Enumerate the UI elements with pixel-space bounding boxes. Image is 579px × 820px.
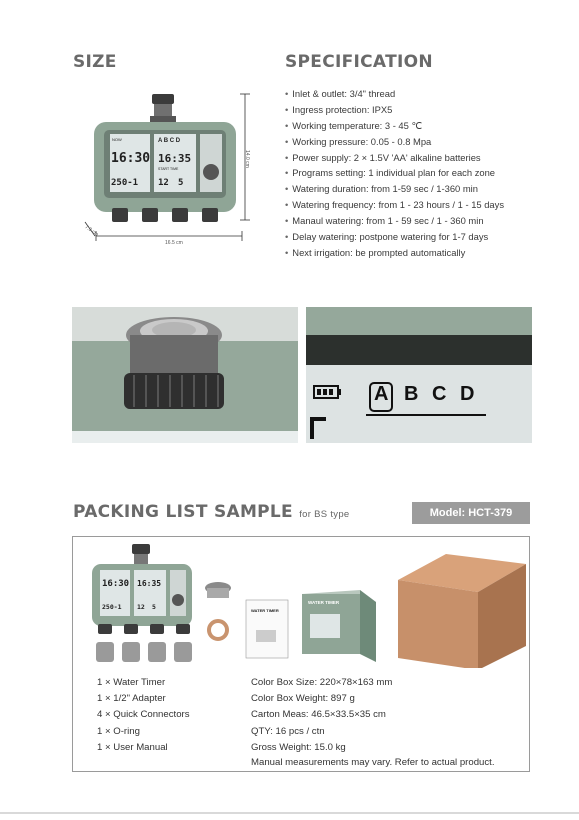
lcd-letter-d: D xyxy=(460,383,475,405)
spec-item: • Programs setting: 1 individual plan for each zone xyxy=(285,165,504,181)
lcd-date: 12 xyxy=(158,178,169,188)
lcd-time-right: 16:35 xyxy=(158,152,192,165)
packing-item: 1 × 1/2" Adapter xyxy=(97,693,166,705)
inlet-closeup-photo xyxy=(72,307,298,443)
dimension-depth: 7.3 cm xyxy=(83,224,100,238)
disclaimer-note: Manual measurements may vary. Refer to actual product. xyxy=(251,757,495,768)
packing-title-text: PACKING LIST SAMPLE xyxy=(73,502,293,522)
spec-item: • Working pressure: 0.05 - 0.8 Mpa xyxy=(285,134,504,150)
packing-items-list xyxy=(97,675,190,756)
lcd-duration: 250-1 xyxy=(111,178,139,188)
packing-item: 1 × Water Timer xyxy=(97,677,166,688)
lcd-letter-a: A xyxy=(374,383,389,405)
pack-lcd-duration: 250-1 xyxy=(102,603,122,611)
color-box-title: WATER TIMER xyxy=(308,600,340,605)
model-badge: Model: HCT-379 xyxy=(412,502,530,524)
packing-spec: Color Box Size: 220×78×163 mm xyxy=(251,677,393,688)
program-letters: A B C D xyxy=(158,138,181,144)
packing-item: 1 × O-ring xyxy=(97,725,140,737)
pack-lcd-time-right: 16:35 xyxy=(137,579,162,588)
packing-item: 4 × Quick Connectors xyxy=(97,709,190,721)
packing-specs-list xyxy=(251,675,392,756)
packing-spec: Color Box Weight: 897 g xyxy=(251,693,355,705)
packing-item: 1 × User Manual xyxy=(97,741,168,753)
packing-title xyxy=(73,502,349,522)
packing-spec: Carton Meas: 46.5×33.5×35 cm xyxy=(251,709,386,721)
packing-subtitle: for BS type xyxy=(299,509,350,520)
spec-item: • Next irrigation: be prompted automatically xyxy=(285,245,504,261)
pack-lcd-min: 5 xyxy=(152,603,156,611)
spec-item: • Watering frequency: from 1 - 23 hours / 1 - 15 days xyxy=(285,197,504,213)
lcd-letter-c: C xyxy=(432,383,447,405)
spec-item: • Delay watering: postpone watering for 1-7 days xyxy=(285,229,504,245)
lcd-min: 5 xyxy=(178,178,184,188)
spec-item: • Power supply: 2 × 1.5V 'AA' alkaline batteries xyxy=(285,150,504,166)
packing-illustrations xyxy=(86,540,526,668)
packing-spec: QTY: 16 pcs / ctn xyxy=(251,725,325,737)
device-size-illustration xyxy=(82,86,262,246)
spec-item: • Manaul watering: from 1 - 59 sec / 1 - 360 min xyxy=(285,213,504,229)
pack-lcd-time-left: 16:30 xyxy=(102,579,130,589)
spec-item: • Working temperature: 3 - 45 ℃ xyxy=(285,118,504,134)
dimension-height: 14.0 cm xyxy=(244,150,250,168)
specification-title: SPECIFICATION xyxy=(285,52,433,72)
spec-item: • Watering duration: from 1-59 sec / 1-360 min xyxy=(285,181,504,197)
spec-item: • Inlet & outlet: 3/4" thread xyxy=(285,86,504,102)
dimension-width: 16.5 cm xyxy=(165,240,183,246)
size-title: SIZE xyxy=(73,52,117,72)
packing-spec: Gross Weight: 15.0 kg xyxy=(251,741,346,753)
lcd-closeup-photo xyxy=(306,307,532,443)
manual-title: WATER TIMER xyxy=(251,608,279,613)
lcd-letter-b: B xyxy=(404,383,419,405)
footer-divider xyxy=(0,812,579,814)
specification-list xyxy=(285,86,504,261)
lcd-time-left: 16:30 xyxy=(111,151,151,166)
pack-lcd-date: 12 xyxy=(137,603,145,611)
spec-item: • Ingress protection: IPX5 xyxy=(285,102,504,118)
btn-now-label: NOW xyxy=(112,137,122,142)
lcd-start-time-label: START TIME xyxy=(158,167,179,171)
